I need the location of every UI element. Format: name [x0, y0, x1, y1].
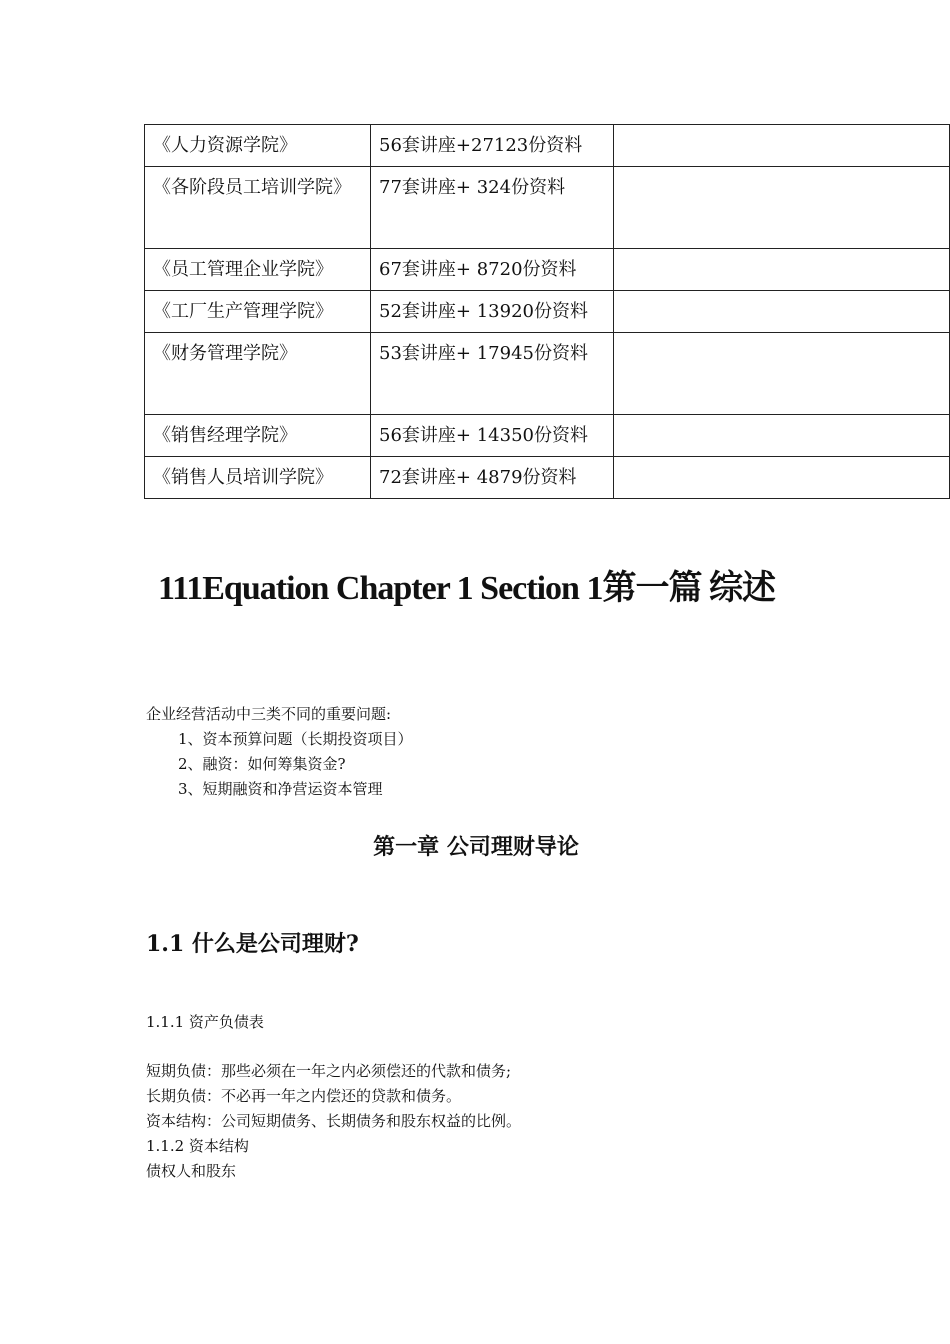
academy-info: 67套讲座+ 8720份资料 [371, 249, 614, 291]
academy-info: 72套讲座+ 4879份资料 [371, 457, 614, 499]
academy-info: 56套讲座+ 14350份资料 [371, 415, 614, 457]
chapter-title-text: 第一章 公司理财导论 [373, 834, 579, 860]
body-line: 资本结构：公司短期债务、长期债务和股东权益的比例。 [146, 1112, 522, 1130]
table-row [145, 125, 950, 167]
academy-note [614, 249, 950, 291]
table-row [145, 415, 950, 457]
table-row [145, 291, 950, 333]
body-text [146, 1059, 521, 1184]
academy-name: 《员工管理企业学院》 [145, 249, 371, 291]
academy-note [614, 457, 950, 499]
academy-info: 56套讲座+27123份资料 [371, 125, 614, 167]
body-line: 债权人和股东 [146, 1162, 237, 1180]
academy-name: 《销售人员培训学院》 [145, 457, 371, 499]
academy-name: 《工厂生产管理学院》 [145, 291, 371, 333]
section-title: 1.1 什么是公司理财? [146, 931, 359, 957]
table-row [145, 333, 950, 415]
academy-name: 《人力资源学院》 [145, 125, 371, 167]
academy-info: 53套讲座+ 17945份资料 [371, 333, 614, 415]
intro-lead: 企业经营活动中三类不同的重要问题: [146, 705, 392, 723]
academy-info: 77套讲座+ 324份资料 [371, 167, 614, 249]
part-title: 111Equation Chapter 1 Section 1第一篇 综述 [158, 570, 775, 607]
academy-name: 《财务管理学院》 [145, 333, 371, 415]
list-item: 1、资本预算问题（长期投资项目） [178, 730, 413, 748]
academy-name: 《各阶段员工培训学院》 [145, 167, 371, 249]
table-row [145, 167, 950, 249]
table-row [145, 249, 950, 291]
academy-note [614, 291, 950, 333]
academy-note [614, 167, 950, 249]
body-line: 长期负债：不必再一年之内偿还的贷款和债务。 [146, 1087, 462, 1105]
table-row [145, 457, 950, 499]
academy-name: 《销售经理学院》 [145, 415, 371, 457]
academy-note [614, 333, 950, 415]
list-item: 2、融资：如何筹集资金? [178, 755, 346, 773]
list-item: 3、短期融资和净营运资本管理 [178, 780, 383, 798]
resource-table [144, 124, 950, 499]
intro-block [146, 702, 413, 802]
academy-info: 52套讲座+ 13920份资料 [371, 291, 614, 333]
body-line: 短期负债：那些必须在一年之内必须偿还的代款和债务; [146, 1062, 512, 1080]
subsection-title: 1.1.1 资产负债表 [146, 1013, 264, 1031]
academy-note [614, 125, 950, 167]
body-line: 1.1.2 资本结构 [146, 1137, 249, 1155]
chapter-title [0, 830, 950, 861]
academy-note [614, 415, 950, 457]
